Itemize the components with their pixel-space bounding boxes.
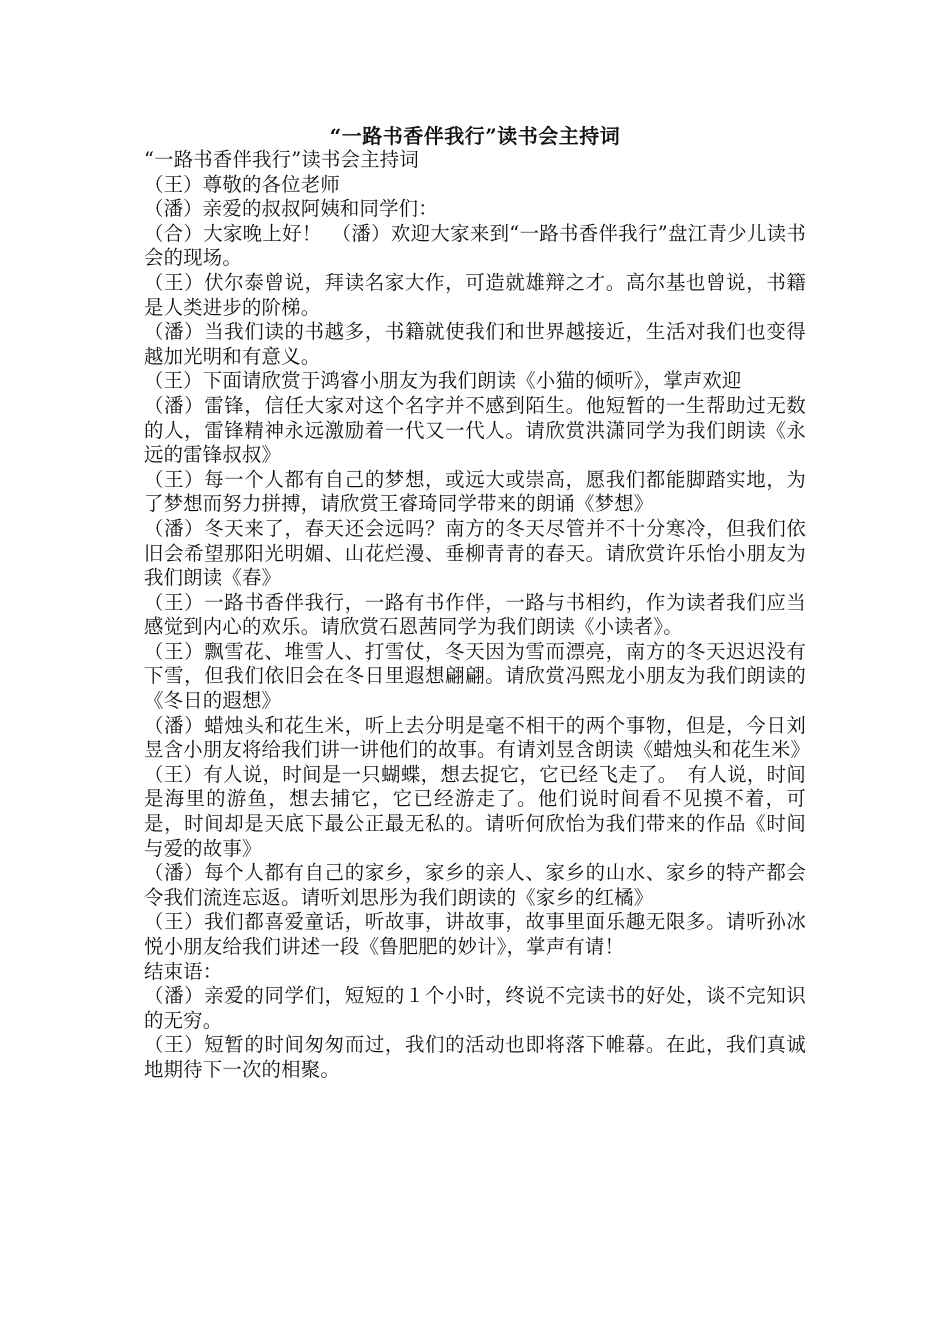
paragraph: （王）伏尔泰曾说，拜读名家大作，可造就雄辩之才。高尔基也曾说，书籍是人类进步的阶梯。: [144, 270, 806, 319]
paragraph: （合）大家晚上好！ （潘）欢迎大家来到“一路书香伴我行”盘江青少儿读书会的现场。: [144, 221, 806, 270]
paragraph: （王）有人说，时间是一只蝴蝶，想去捉它，它已经飞走了。 有人说，时间是海里的游鱼，想去捕它，它已经游走了。他们说时间看不见摸不着，可是，时间却是天底下最公正最无私的。请听何欣怡为我们带来的作品《时间与爱的故事》: [144, 762, 806, 860]
paragraph: （王）每一个人都有自己的梦想，或远大或崇高，愿我们都能脚踏实地，为了梦想而努力拼搏，请欣赏王睿琦同学带来的朗诵《梦想》: [144, 467, 806, 516]
paragraph: （潘）亲爱的同学们，短短的１个小时，终说不完读书的好处，谈不完知识的无穷。: [144, 984, 806, 1032]
closing-heading: 结束语：: [144, 959, 223, 983]
paragraph: （潘）冬天来了，春天还会远吗？南方的冬天尽管并不十分寒冷，但我们依旧会希望那阳光明媚、山花烂漫、垂柳青青的春天。请欣赏许乐怡小朋友为我们朗读《春》: [144, 516, 806, 590]
paragraph: （王）一路书香伴我行，一路有书作伴，一路与书相约，作为读者我们应当感觉到内心的欢乐。请欣赏石恩茜同学为我们朗读《小读者》。: [144, 590, 806, 639]
paragraph: （王）飘雪花、堆雪人、打雪仗，冬天因为雪而漂亮，南方的冬天迟迟没有下雪，但我们依旧会在冬日里遐想翩翩。请欣赏冯熙龙小朋友为我们朗读的《冬日的遐想》: [144, 639, 806, 713]
paragraph: （潘）雷锋，信任大家对这个名字并不感到陌生。他短暂的一生帮助过无数的人，雷锋精神永远激励着一代又一代人。请欣赏洪潇同学为我们朗读《永远的雷锋叔叔》: [144, 393, 806, 467]
document-body: [144, 148, 811, 1083]
paragraph: （潘）当我们读的书越多，书籍就使我们和世界越接近，生活对我们也变得越加光明和有意义。: [144, 320, 806, 368]
paragraph: （王）下面请欣赏于鸿睿小朋友为我们朗读《小猫的倾听》，掌声欢迎: [144, 369, 742, 393]
paragraph: “一路书香伴我行”读书会主持词: [144, 148, 419, 171]
paragraph: （王）我们都喜爱童话，听故事，讲故事，故事里面乐趣无限多。请听孙冰悦小朋友给我们讲述一段《鲁肥肥的妙计》，掌声有请！: [144, 910, 806, 958]
paragraph: （潘）蜡烛头和花生米，听上去分明是毫不相干的两个事物，但是，今日刘昱含小朋友将给我们讲一讲他们的故事。有请刘昱含朗读《蜡烛头和花生米》: [144, 713, 811, 762]
paragraph: （潘）每个人都有自己的家乡，家乡的亲人、家乡的山水、家乡的特产都会令我们流连忘返。请听刘思彤为我们朗读的《家乡的红橘》: [144, 861, 806, 909]
document-title: “一路书香伴我行”读书会主持词: [329, 124, 621, 148]
paragraph: （王）短暂的时间匆匆而过，我们的活动也即将落下帷幕。在此，我们真诚地期待下一次的相聚。: [144, 1033, 806, 1081]
paragraph: （潘）亲爱的叔叔阿姨和同学们：: [144, 197, 438, 221]
paragraph: （王）尊敬的各位老师: [144, 172, 340, 196]
